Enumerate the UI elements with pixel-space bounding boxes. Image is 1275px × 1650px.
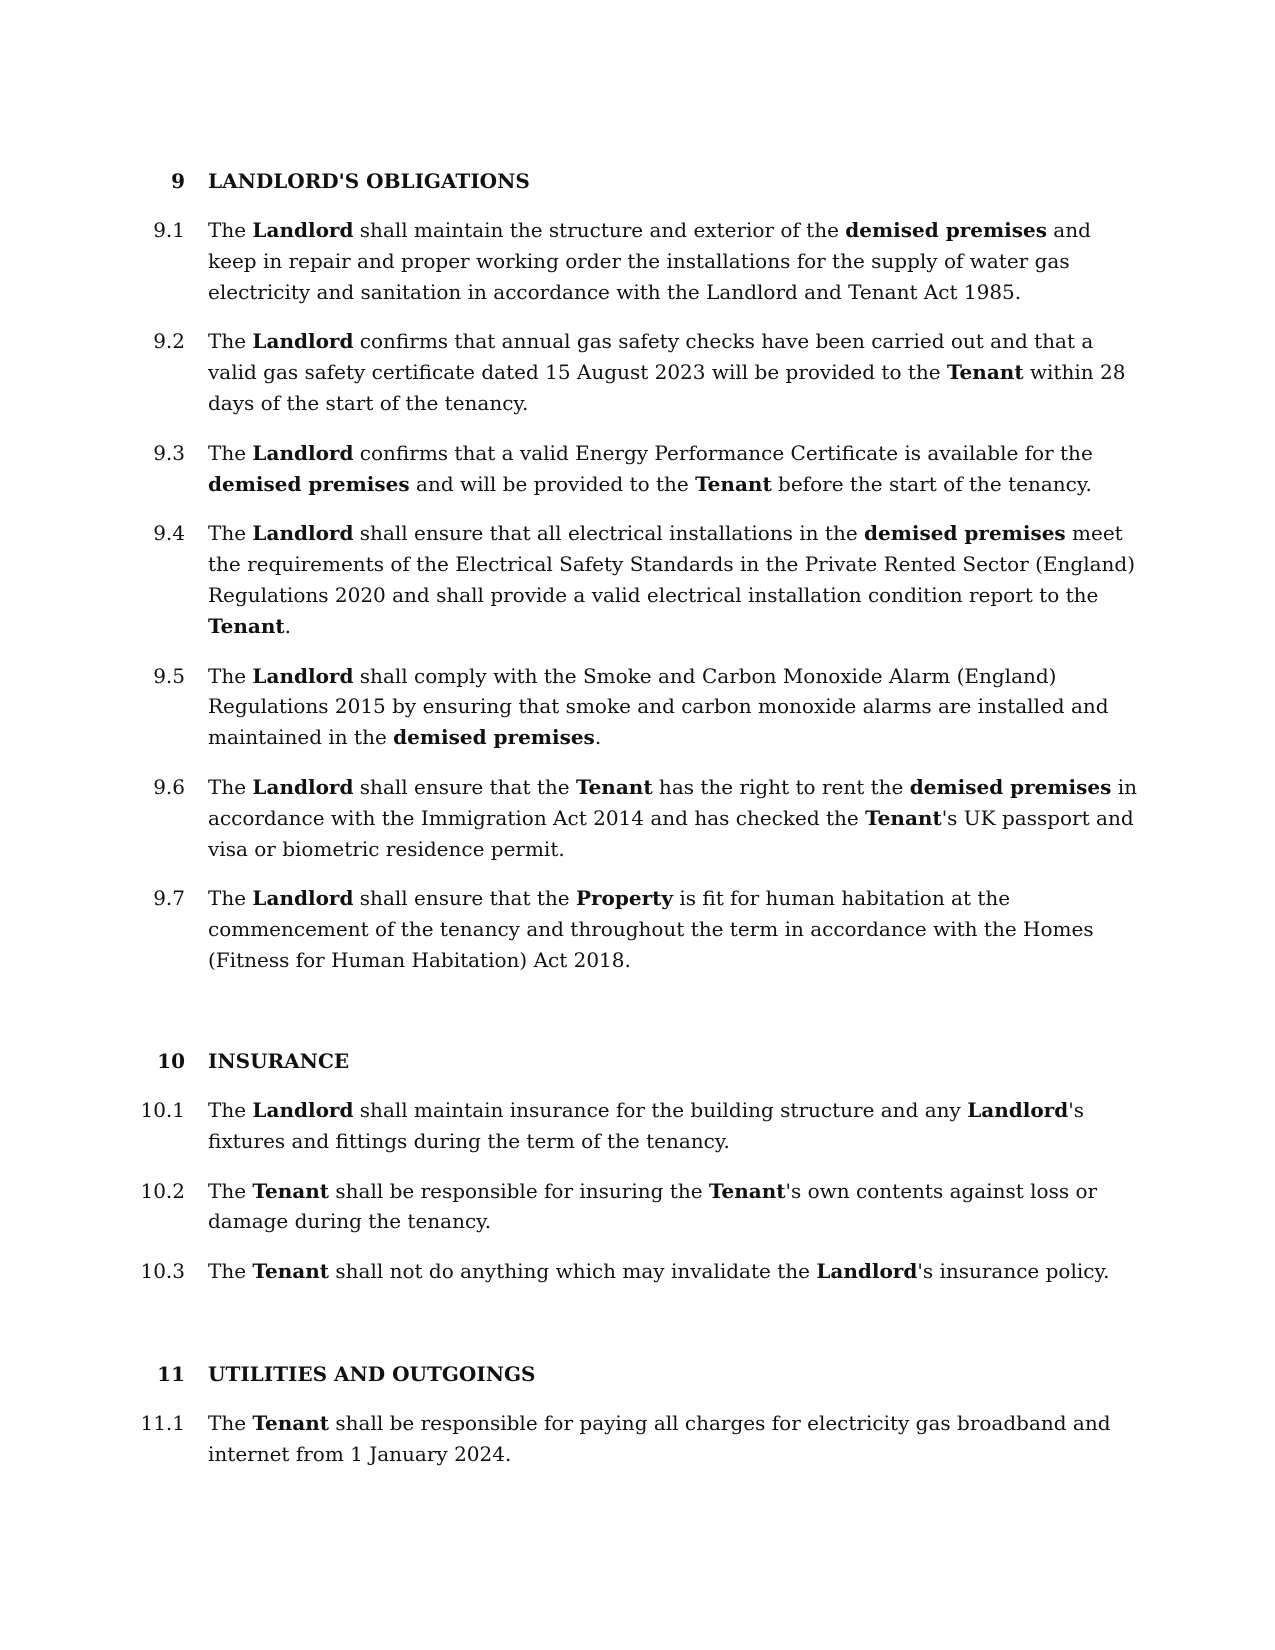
clause-text-run: shall be responsible for insuring the — [329, 1178, 709, 1203]
clause-text-run: 's own contents against loss or damage during the tenancy. — [208, 1178, 1098, 1234]
clause-text-run: has the right to rent the — [652, 774, 910, 799]
section-title: INSURANCE — [208, 1049, 350, 1073]
clause-text-run: shall maintain the structure and exterior of the — [353, 218, 846, 242]
defined-term: Landlord — [816, 1259, 918, 1284]
clause-text-run: The — [208, 1178, 253, 1203]
clause-text-run: confirms that annual gas safety checks have been carried out and that a valid gas safety certificate dated 15 August 2023 will be provided to the — [208, 329, 1094, 385]
clause-text-run: and will be provided to the — [409, 471, 696, 496]
clause-text-run: shall ensure that all electrical installations in the — [353, 521, 865, 546]
clause-text-run: shall ensure that the — [353, 886, 576, 911]
clause-9-6 — [0, 772, 1275, 864]
section-heading — [0, 1359, 1275, 1389]
section-title: UTILITIES AND OUTGOINGS — [208, 1362, 536, 1386]
defined-term: demised premises — [208, 471, 410, 496]
defined-term: demised premises — [864, 521, 1066, 546]
clause-9-1 — [0, 215, 1275, 307]
section-number: 11 — [157, 1362, 185, 1386]
clause-text — [208, 1176, 1138, 1238]
defined-term: Landlord — [967, 1098, 1069, 1122]
clause-number: 9.7 — [153, 886, 185, 911]
clause-text — [208, 1256, 1138, 1287]
clause-text-run: is fit for human habitation at the commencement of the tenancy and throughout the term in accordance with the Homes (Fitness for Human Habitation) Act 2018. — [208, 886, 1094, 972]
clause-text-run: 's UK passport and visa or biometric residence permit. — [208, 805, 1134, 861]
clause-text — [208, 438, 1138, 500]
clause-number: 9.1 — [153, 218, 185, 242]
clause-text-run: meet the requirements of the Electrical Safety Standards in the Private Rented Sector (England) Regulations 2020 and shall provide a valid electrical installation condition report to the — [208, 521, 1136, 607]
defined-term: Tenant — [865, 805, 942, 830]
clause-number: 9.2 — [153, 329, 185, 354]
clause-text-run: shall not do anything which may invalidate the — [329, 1259, 817, 1284]
clause-text-run: The — [208, 1411, 253, 1435]
clause-text — [208, 772, 1138, 864]
clause-text — [208, 661, 1138, 753]
defined-term: demised premises — [393, 725, 595, 750]
clause-text-run: confirms that a valid Energy Performance Certificate is available for the — [353, 440, 1093, 465]
defined-term: Landlord — [252, 774, 354, 799]
section-heading — [0, 1046, 1275, 1076]
clause-text-run: The — [208, 440, 253, 465]
defined-term: Landlord — [252, 329, 354, 354]
clause-text — [208, 518, 1138, 641]
clause-text — [208, 1095, 1138, 1157]
defined-term: Landlord — [252, 886, 354, 911]
clause-text-run: . — [284, 613, 291, 638]
section-number: 10 — [157, 1049, 185, 1073]
clause-text-run: The — [208, 218, 253, 242]
clause-text — [208, 215, 1138, 307]
defined-term: Landlord — [252, 521, 354, 546]
clause-text-run: The — [208, 521, 253, 546]
clause-text-run: The — [208, 1259, 253, 1284]
section-heading — [0, 166, 1275, 196]
defined-term: Landlord — [252, 218, 354, 242]
defined-term: Landlord — [252, 440, 354, 465]
clause-number: 9.6 — [153, 774, 185, 799]
clause-text-run: The — [208, 663, 253, 688]
defined-term: Landlord — [252, 663, 354, 688]
clause-text-run: shall ensure that the — [353, 774, 576, 799]
defined-term: Landlord — [252, 1098, 354, 1122]
clause-text-run: within 28 days of the start of the tenancy. — [208, 360, 1126, 415]
clause-text-run: The — [208, 774, 253, 799]
section-10 — [0, 1046, 1275, 1287]
defined-term: Property — [575, 886, 674, 911]
clause-10-1 — [0, 1095, 1275, 1157]
clause-10-3 — [0, 1256, 1275, 1287]
clause-number: 9.5 — [153, 663, 185, 688]
clause-text-run: 's fixtures and fittings during the term of the tenancy. — [208, 1098, 1084, 1153]
section-9 — [0, 166, 1275, 976]
clause-number: 9.3 — [153, 440, 185, 465]
section-title: LANDLORD'S OBLIGATIONS — [208, 169, 530, 193]
clause-text-run: The — [208, 329, 253, 354]
clause-9-5 — [0, 661, 1275, 753]
section-number: 9 — [171, 169, 185, 193]
defined-term: Tenant — [252, 1259, 330, 1284]
clause-9-4 — [0, 518, 1275, 641]
clause-number: 9.4 — [153, 521, 185, 546]
defined-term: Tenant — [208, 613, 285, 638]
clause-10-2 — [0, 1176, 1275, 1238]
clause-9-3 — [0, 438, 1275, 500]
clause-text — [208, 1408, 1138, 1470]
clause-number: 11.1 — [140, 1411, 185, 1435]
defined-term: demised premises — [909, 774, 1112, 799]
defined-term: Tenant — [575, 774, 653, 799]
defined-term: Tenant — [946, 360, 1024, 385]
clause-text — [208, 326, 1138, 418]
clause-text — [208, 883, 1138, 975]
defined-term: Tenant — [252, 1411, 330, 1435]
clause-number: 10.1 — [140, 1098, 185, 1122]
clause-number: 10.3 — [140, 1259, 185, 1284]
clause-text-run: The — [208, 1098, 253, 1122]
clause-text-run: shall comply with the Smoke and Carbon Monoxide Alarm (England) Regulations 2015 by ensuring that smoke and carbon monoxide alarms are installed and maintained in the — [208, 663, 1109, 750]
section-11 — [0, 1359, 1275, 1470]
defined-term: Tenant — [252, 1178, 330, 1203]
clause-9-7 — [0, 883, 1275, 975]
clause-11-1 — [0, 1408, 1275, 1470]
defined-term: demised premises — [845, 218, 1047, 242]
clause-text-run: shall maintain insurance for the building structure and any — [353, 1098, 968, 1122]
clause-text-run: before the start of the tenancy. — [771, 471, 1092, 496]
defined-term: Tenant — [695, 471, 772, 496]
clause-text-run: 's insurance policy. — [917, 1259, 1110, 1284]
clause-9-2 — [0, 326, 1275, 418]
clause-text-run: The — [208, 886, 253, 911]
clause-text-run: . — [594, 725, 602, 750]
clause-number: 10.2 — [140, 1178, 185, 1203]
clause-text-run: shall be responsible for paying all charges for electricity gas broadband and internet from 1 January 2024. — [208, 1411, 1111, 1466]
clause-text-run: and keep in repair and proper working order the installations for the supply of water gas electricity and sanitation in accordance with the Landlord and Tenant Act 1985. — [208, 218, 1091, 304]
clause-text-run: in accordance with the Immigration Act 2014 and has checked the — [208, 774, 1138, 830]
defined-term: Tenant — [708, 1178, 786, 1203]
